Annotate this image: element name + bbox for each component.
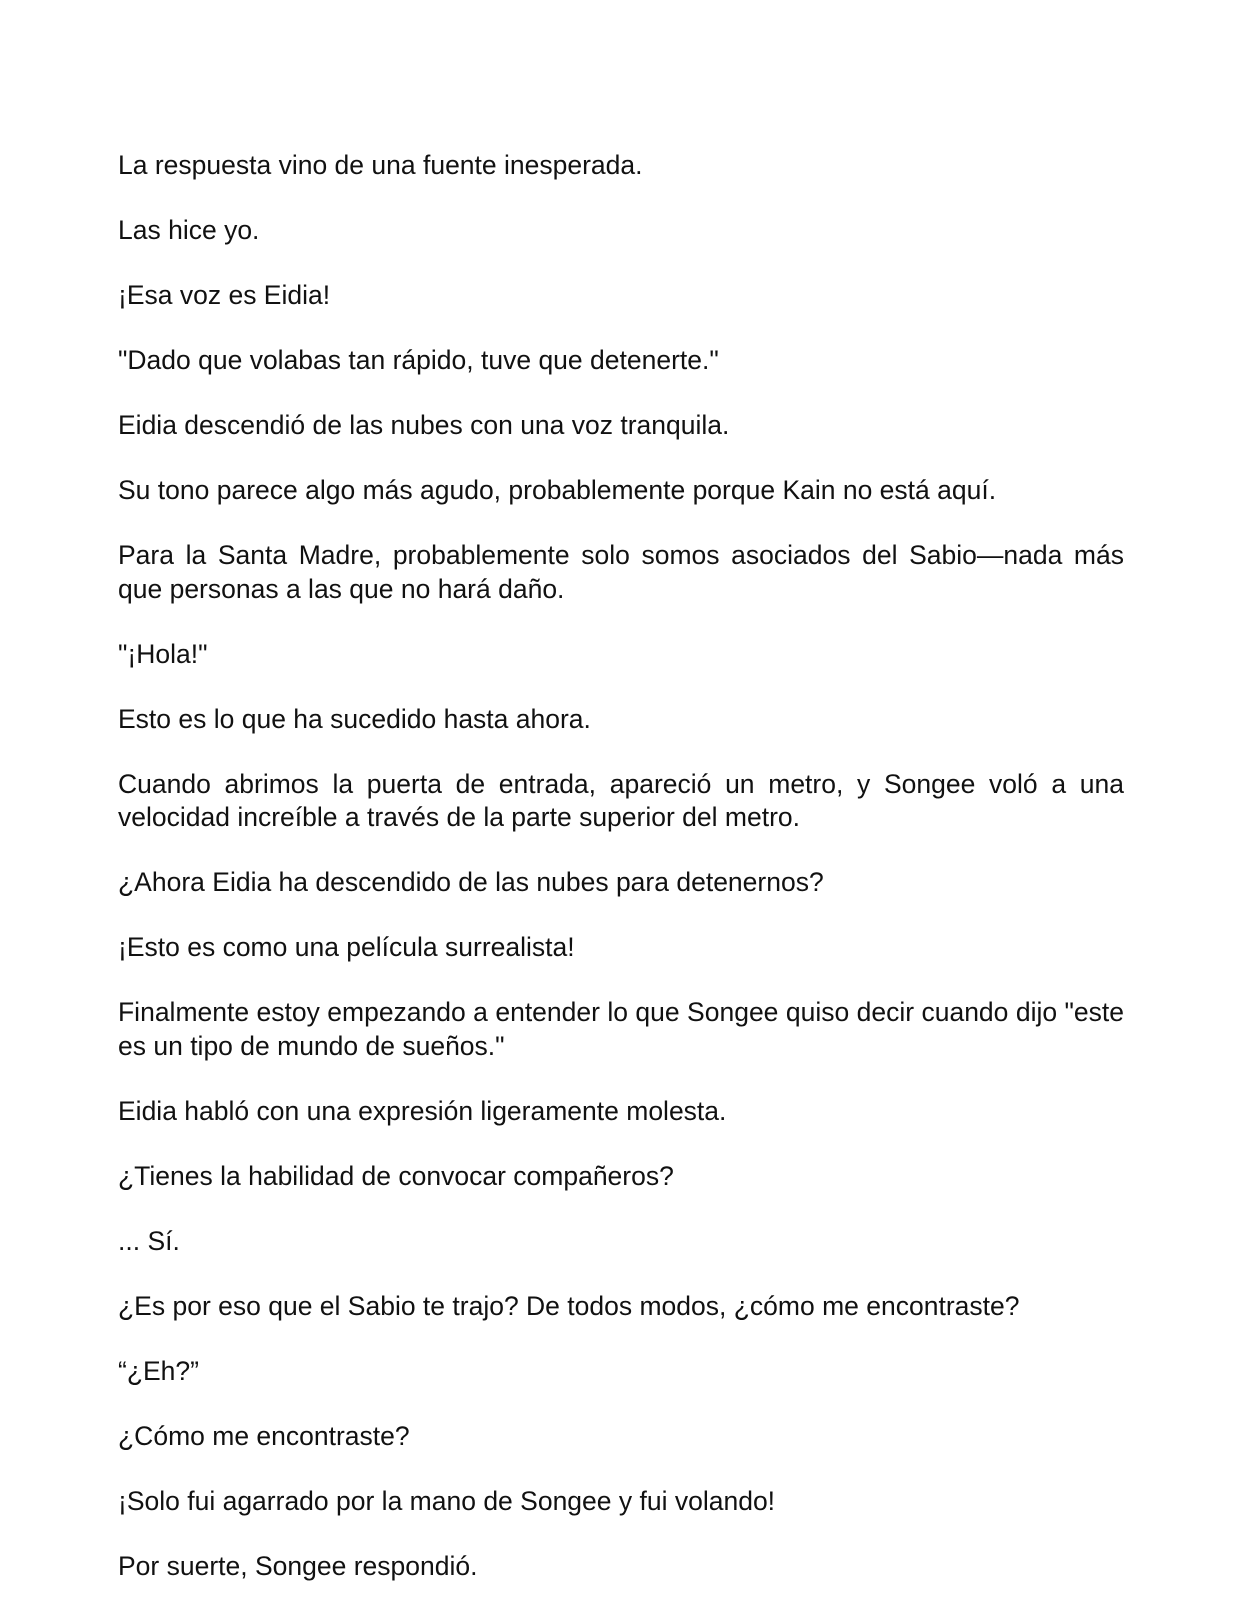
paragraph: ¡Solo fui agarrado por la mano de Songee y fui volando! [118,1485,776,1516]
document-body [118,149,1124,1615]
paragraph: Por suerte, Songee respondió. [118,1550,478,1581]
paragraph: Esto es lo que ha sucedido hasta ahora. [118,703,591,734]
paragraph: Las hice yo. [118,215,260,245]
paragraph: La respuesta vino de una fuente inesperada. [118,150,643,180]
paragraph: ¡Esa voz es Eidia! [118,280,331,310]
paragraph: "Dado que volabas tan rápido, tuve que detenerte." [118,345,719,375]
paragraph: Para la Santa Madre, probablemente solo somos asociados del Sabio—nada más que personas a las que no hará daño. [118,540,1124,604]
paragraph: Su tono parece algo más agudo, probablemente porque Kain no está aquí. [118,475,997,505]
paragraph: Cuando abrimos la puerta de entrada, apareció un metro, y Songee voló a una velocidad increíble a través de la parte superior del metro. [118,768,1124,832]
paragraph: Finalmente estoy empezando a entender lo que Songee quiso decir cuando dijo "este es un tipo de mundo de sueños." [118,997,1124,1061]
paragraph: ... Sí. [118,1225,180,1256]
paragraph: "¡Hola!" [118,638,208,669]
paragraph: ¿Ahora Eidia ha descendido de las nubes para detenernos? [118,867,824,897]
paragraph: ¿Cómo me encontraste? [118,1420,410,1451]
paragraph: ¿Es por eso que el Sabio te trajo? De todos modos, ¿cómo me encontraste? [118,1290,1020,1321]
paragraph: Eidia habló con una expresión ligeramente molesta. [118,1095,727,1126]
paragraph: “¿Eh?” [118,1355,199,1386]
paragraph: ¡Esto es como una película surrealista! [118,932,575,962]
paragraph: ¿Tienes la habilidad de convocar compañeros? [118,1160,674,1191]
paragraph: Eidia descendió de las nubes con una voz tranquila. [118,410,730,440]
